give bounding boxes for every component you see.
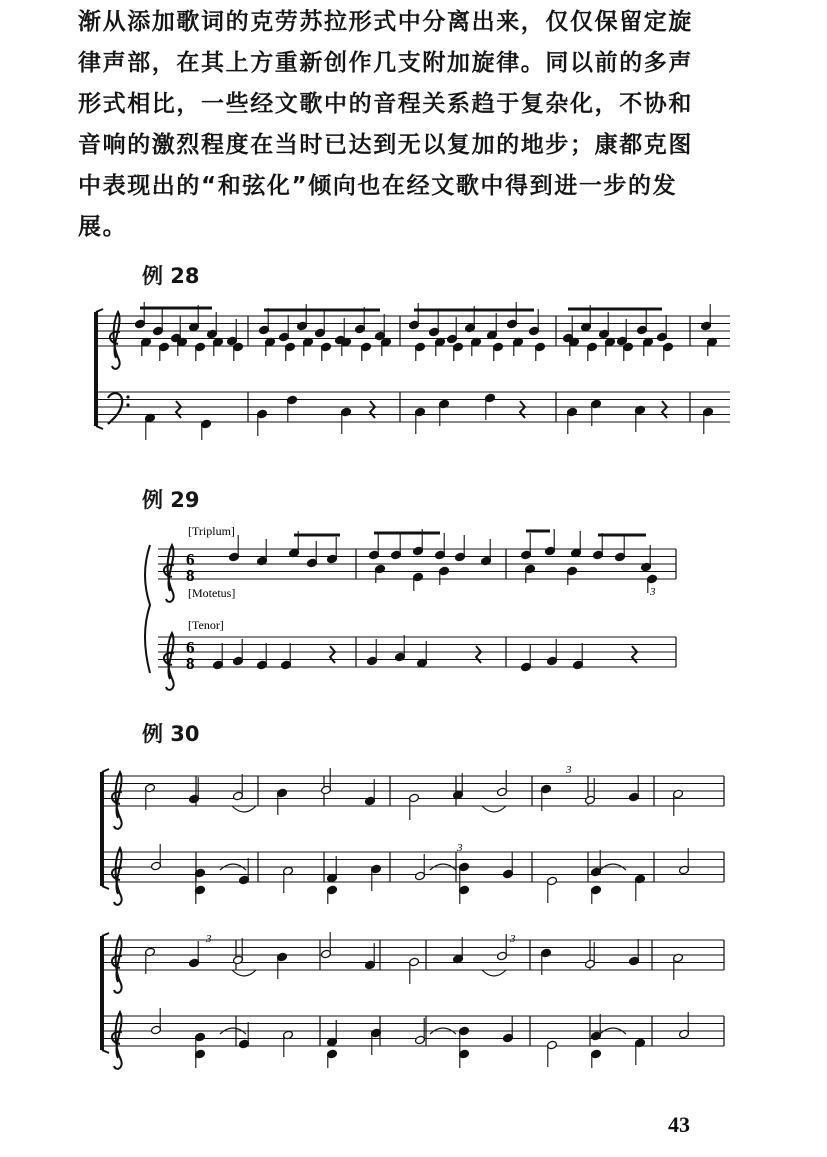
text-line: 形式相比，一些经文歌中的音程关系趋于复杂化，不协和 [78, 91, 693, 117]
page-number: 43 [668, 1112, 690, 1137]
example-28-score [0, 300, 827, 440]
quarter-rest [632, 646, 637, 663]
text-line: 中表现出的“和弦化”倾向也在经文歌中得到进一步的发 [78, 173, 678, 199]
part-label-motetus: [Motetus] [188, 586, 236, 600]
bass-clef [108, 393, 122, 424]
example-28-label: 例 28 [142, 264, 200, 288]
slur [232, 806, 256, 812]
system-brace [145, 545, 150, 673]
system-bracket [102, 769, 109, 772]
example-28-notation [0, 300, 827, 440]
quarter-rest [370, 401, 375, 418]
example-30-notation [0, 760, 827, 1100]
time-signature: 8 [186, 566, 195, 585]
bass-clef-dot [126, 403, 129, 406]
treble-clef [164, 545, 174, 602]
bass-clef-dot [126, 395, 129, 398]
treble-clef [164, 633, 174, 690]
text-line: 律声部，在其上方重新创作几支附加旋律。同以前的多声 [78, 50, 693, 76]
system-bracket [102, 1050, 109, 1053]
treble-clef [112, 936, 122, 993]
tuplet-number: 3 [650, 586, 656, 598]
treble-clef [112, 848, 122, 905]
example-30-label: 例 30 [142, 722, 200, 746]
slur [232, 970, 256, 976]
time-signature: 6 [186, 550, 195, 569]
system-bracket [96, 309, 103, 312]
system-bracket [102, 886, 109, 889]
quarter-rest [476, 646, 481, 663]
text-line: 渐从添加歌词的克劳苏拉形式中分离出来，仅仅保留定旋 [78, 9, 693, 35]
tuplet-number: 3 [510, 933, 516, 945]
quarter-rest [662, 401, 667, 418]
tuplet-number: 3 [206, 933, 212, 945]
tuplet-number: 3 [457, 842, 463, 854]
slur [482, 970, 506, 976]
quarter-rest [330, 646, 335, 663]
treble-clef [112, 1012, 122, 1069]
quarter-rest [176, 401, 181, 418]
slur [482, 806, 506, 812]
part-label-tenor: [Tenor] [188, 618, 224, 632]
body-paragraph [78, 2, 748, 248]
system-bracket [102, 933, 109, 936]
time-signature: 6 [186, 638, 195, 657]
treble-clef [110, 312, 120, 369]
treble-clef [112, 772, 122, 829]
text-line: 展。 [78, 214, 128, 240]
example-29-score [0, 515, 827, 695]
example-29-notation [0, 515, 827, 695]
system-bracket [96, 426, 103, 429]
quarter-rest [520, 401, 525, 418]
text-line: 音响的激烈程度在当时已达到无以复加的地步；康都克图 [78, 132, 693, 158]
part-label-triplum: [Triplum] [188, 524, 235, 538]
example-29-label: 例 29 [142, 488, 200, 512]
tuplet-number: 3 [566, 764, 572, 776]
time-signature: 8 [186, 654, 195, 673]
example-30-score [0, 760, 827, 1100]
